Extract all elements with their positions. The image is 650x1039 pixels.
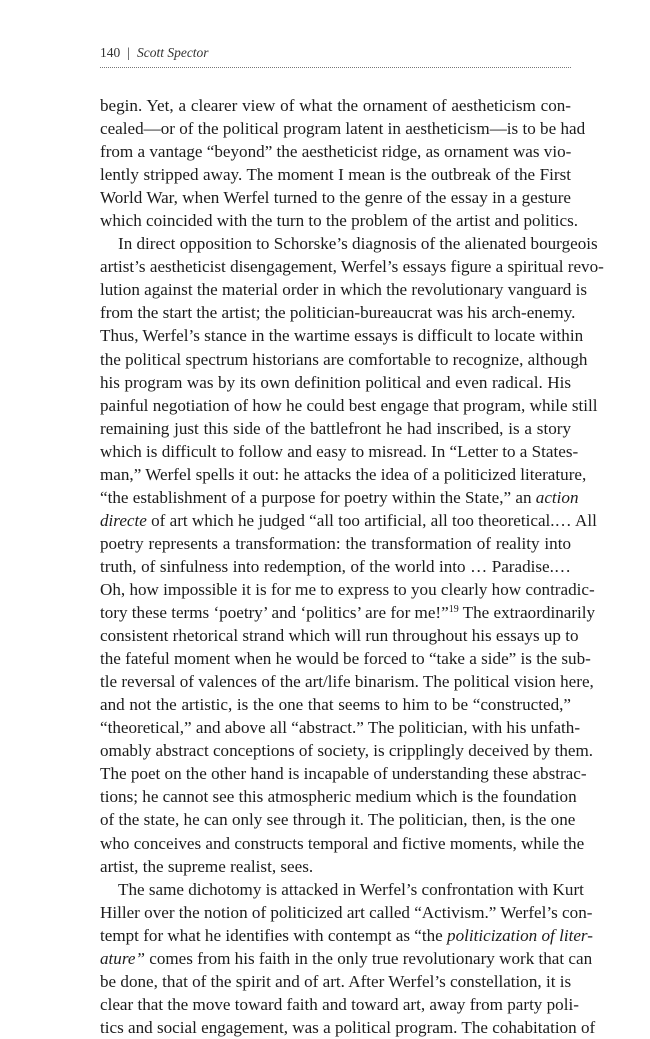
text-line: Hiller over the notion of politicized art called “Activism.” Werfel’s con- xyxy=(100,902,593,922)
text-run: comes from his faith in the only true revolutionary work that can xyxy=(144,948,593,968)
paragraph-start: In direct opposition to Schorske’s diagnosis of the alienated bourgeois xyxy=(118,234,598,254)
text-line: artist, the supreme realist, sees. xyxy=(100,856,314,876)
text-run: The extraordinarily xyxy=(458,603,596,623)
text-line: poetry represents a transformation: the transformation of reality into xyxy=(100,533,571,553)
text-line: his program was by its own definition political and even radical. His xyxy=(100,372,571,392)
text-line: World War, when Werfel turned to the genre of the essay in a gesture xyxy=(100,188,571,208)
text-line: which is difficult to follow and easy to misread. In “Letter to a States- xyxy=(100,441,579,461)
italic-term: ature” xyxy=(100,948,145,968)
text-line: and not the artistic, is the one that seems to him to be “constructed,” xyxy=(100,695,571,715)
text-line: The poet on the other hand is incapable of understanding these abstrac- xyxy=(100,764,587,784)
italic-term: action xyxy=(535,487,579,507)
text-line xyxy=(100,924,593,947)
text-line: tle reversal of valences of the art/life binarism. The political vision here, xyxy=(100,672,594,692)
text-line xyxy=(100,486,579,509)
text-run: tempt for what he identifies with contempt as “the xyxy=(100,925,443,945)
text-line: Thus, Werfel’s stance in the wartime essays is difficult to locate within xyxy=(100,326,584,346)
text-line: tics and social engagement, was a political program. The cohabitation of xyxy=(100,1017,596,1037)
text-line: which coincided with the turn to the problem of the artist and politics. xyxy=(100,211,579,231)
text-line: consistent rhetorical strand which will run throughout his essays up to xyxy=(100,626,579,646)
running-head-author: Scott Spector xyxy=(136,45,209,60)
italic-term: directe xyxy=(100,510,147,530)
header-separator: | xyxy=(127,45,130,60)
text-line: man,” Werfel spells it out: he attacks the idea of a politicized literature, xyxy=(100,464,587,484)
text-line xyxy=(100,947,593,970)
text-line: begin. Yet, a clearer view of what the ornament of aestheticism con- xyxy=(100,96,571,115)
text-line: who conceives and constructs temporal and fictive moments, while the xyxy=(100,833,585,853)
running-head xyxy=(100,44,570,62)
text-line: remaining just this side of the battlefront he had inscribed, is a story xyxy=(100,418,571,438)
text-line: cealed—or of the political program latent in aestheticism—is to be had xyxy=(100,119,586,139)
text-line: truth, of sinfulness into redemption, of the world into … Paradise.… xyxy=(100,556,571,576)
page-number: 140 xyxy=(100,45,121,60)
text-line: lently stripped away. The moment I mean is the outbreak of the First xyxy=(100,165,571,185)
text-line: artist’s aestheticist disengagement, Werfel’s essays figure a spiritual revo- xyxy=(100,257,604,277)
text-line: omably abstract conceptions of society, is cripplingly deceived by them. xyxy=(100,741,594,761)
text-line: the fateful moment when he would be forced to “take a side” is the sub- xyxy=(100,649,591,669)
text-line: from the start the artist; the politician-bureaucrat was his arch-enemy. xyxy=(100,303,576,323)
text-line: from a vantage “beyond” the aestheticist ridge, as ornament was vio- xyxy=(100,142,572,162)
text-line: clear that the move toward faith and toward art, away from party poli- xyxy=(100,994,579,1014)
text-line xyxy=(100,601,596,624)
text-run: “the establishment of a purpose for poetry within the State,” an xyxy=(100,487,532,507)
text-line: painful negotiation of how he could best engage that program, while still xyxy=(100,395,598,415)
text-line: Oh, how impossible it is for me to express to you clearly how contradic- xyxy=(100,579,595,599)
text-run: of art which he judged “all too artificial, all too theoretical.… All xyxy=(146,510,597,530)
body-text xyxy=(100,94,604,1039)
text-run: tory these terms ‘poetry’ and ‘politics’ are for me!” xyxy=(100,603,449,623)
italic-term: politicization of liter- xyxy=(447,925,593,945)
text-line: “theoretical,” and above all “abstract.” The politician, with his unfath- xyxy=(100,718,581,738)
text-line: of the state, he can only see through it. The politician, then, is the one xyxy=(100,810,576,830)
text-line: lution against the material order in which the revolutionary vanguard is xyxy=(100,280,588,300)
text-line: the political spectrum historians are comfortable to recognize, although xyxy=(100,349,588,369)
text-line: tions; he cannot see this atmospheric medium which is the foundation xyxy=(100,787,577,807)
text-line: be done, that of the spirit and of art. After Werfel’s constellation, it is xyxy=(100,971,572,991)
paragraph-start: The same dichotomy is attacked in Werfel’s confrontation with Kurt xyxy=(118,879,584,899)
header-rule xyxy=(100,67,571,68)
footnote-ref: 19 xyxy=(448,604,459,616)
text-line xyxy=(100,509,597,532)
